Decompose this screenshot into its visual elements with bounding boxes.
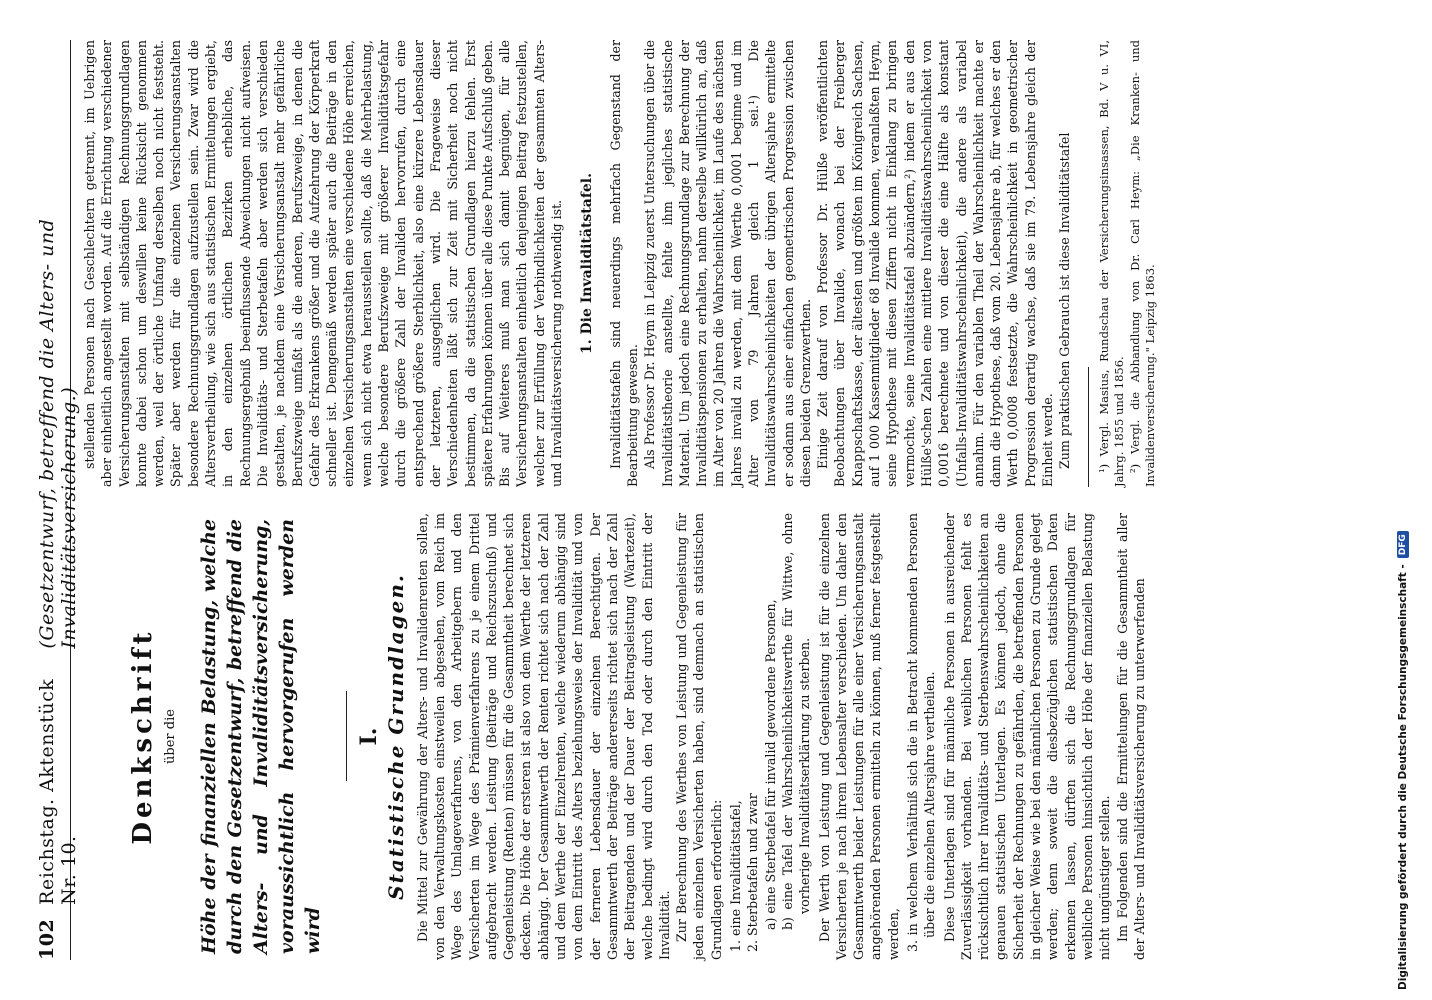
list [727, 513, 813, 960]
list [904, 513, 939, 960]
list-subitem: b) eine Tafel der Wahrscheinlichkeitswerthe für Wittwe, ohne vorherige Invaliditätserklärung zu sterben. [779, 513, 813, 930]
footnote: ¹) Vergl. Masius, Rundschau der Versicherungsinsassen, Bd. V u. VI, Jahrg. 1855 und 1856. [1096, 40, 1127, 487]
document-ueber: über die [163, 709, 179, 764]
header-title: (Gesetzentwurf, betreffend die Alters- und Invaliditätsversicherung.) [36, 218, 80, 649]
document-title: Denkschrift [128, 628, 158, 845]
list-subitem: a) eine Sterbetafel für invalid gewordene Personen, [762, 599, 778, 930]
header-left: Reichstag. Aktenstück Nr. 10. [36, 678, 80, 905]
title-rule [346, 692, 348, 782]
footnote-rule [1088, 367, 1089, 487]
list-item: 3. in welchem Verhältniß sich die in Betracht kommenden Personen über die einzelnen Altersjahre vertheilen. [905, 513, 938, 952]
document-subtitle: Höhe der finanziellen Belastung, welche durch den Gesetzentwurf, betreffend die Alters- und Invaliditätsversicherung, voraussichtlich hervorgerufen werden wird [197, 519, 324, 954]
credit-text: Digitalisierung gefördert durch die Deutsche Forschungsgemeinschaft - [1397, 564, 1409, 990]
paragraph: Diese Unterlagen sind für männliche Personen in ausreichender Zuverlässigkeit vorhanden. Bei weiblichen Personen fehlt es rücksichtlich ihrer Invaliditäts- und Sterbenswahrscheinlichkeiten an genauen statistischen Unterlagen. Es können jedoch, ohne die Sicherheit der Rechnungen zu gefährden, die betreffenden Personen in gleicher Weise wie bei den männlichen Personen zu Grunde gelegt werden; denn soweit die diesbezüglichen statistischen Daten erkennen lassen, dürften sich die Rechnungsgrundlagen für weibliche Personen hinsichtlich der Höhe der finanziellen Belastung nicht ungünstiger stellen. [941, 513, 1113, 960]
paragraph: Die Mittel zur Gewährung der Alters- und Invalidenrenten sollen, von den Verwaltungskosten einstweilen abgesehen, vom Reich im Wege des Umlageverfahrens, von den Arbeitgebern und den Versicherten im Wege des Prämienverfahrens zu je einem Drittel aufgebracht werden. Leistung (Beiträge und Reichszuschuß) und Gegenleistung (Renten) müssen für die Gesammtheit berechnet sich decken. Die Höhe der ersteren ist also von dem Werthe der letzteren abhängig. Der Gesammtwerth der Renten richtet sich nach der Zahl und dem Werthe der Einzelrenten, welche wiederum abhängig sind von dem Eintritt des Alters beziehungsweise der Invalidität und von der ferneren Lebensdauer der einzelnen Berechtigten. Der Gesammtwerth der Beiträge andererseits richtet sich nach der Zahl der Beitragenden und der Dauer der Beitragsleistung (Wartezeit), welche bedingt wird durch den Tod oder durch den Eintritt der Invalidität. [414, 513, 672, 960]
paragraph: Als Professor Dr. Heym in Leipzig zuerst Untersuchungen über die Invaliditätstheorie anstellte, fehlte ihm jegliches statistische Material. Um jedoch eine Rechnungsgrundlage zur Berechnung der Invaliditätspensionen zu erhalten, nahm derselbe willkürlich an, daß im Alter von 20 Jahren die Wahrscheinlichkeit, im Laufe des nächsten Jahres invalid zu werden, mit dem Werthe 0,0001 beginne und im Alter von 79 Jahren gleich 1 sei.¹) Die Invaliditätswahrscheinlichkeiten der übrigen Altersjahre ermittelte er sodann aus einer einfachen geometrischen Progression zwischen diesen beiden Grenzwerthen. [642, 40, 813, 487]
section-title: Statistische Grundlagen. [384, 573, 409, 900]
footnote: ²) Vergl. die Abhandlung von Dr. Carl Heym: „Die Kranken- und Invalidenversicherung." Leipzig 1863. [1127, 40, 1158, 487]
column-left [81, 513, 1159, 960]
page-header [36, 40, 80, 960]
paragraph: stellenden Personen nach Geschlechtern getrennt, im Uebrigen aber einheitlich angestellt worden. Auf die Errichtung verschiedener Versicherungsanstalten mit selbständigen Rechnungsgrundlagen konnte dabei schon um deswillen keine Rücksicht genommen werden, weil der örtliche Umfang derselben noch nicht feststeht. Später aber werden für die einzelnen Versicherungsanstalten besondere Rechnungsgrundlagen aufzustellen sein. Zwar wird die Altersvertheilung, wie sich aus statistischen Ermittelungen ergiebt, in den einzelnen örtlichen Bezirken erhebliche, das Rechnungsergebniß beeinflussende Abweichungen nicht aufweisen. Die Invaliditäts- und Sterbetafeln aber werden sich verschieden gestalten, je nachdem eine Versicherungsanstalt mehr gefährliche Berufszweige umfaßt als die anderen, Berufszweige, in denen die Gefahr des Erkrankens größer und die Aufzehrung der Körperkraft schneller ist. Demgemäß werden später auch die Beiträge in den einzelnen Versicherungsanstalten eine verschiedene Höhe erreichen, wenn sich nicht etwa herausstellen sollte, daß die Mehrbelastung, welche besondere Berufszweige mit größerer Invaliditätsgefahr durch die größere Zahl der Invaliden hervorrufen, durch eine entsprechend größere Sterblichkeit, also eine kürzere Lebensdauer der letzteren, ausgeglichen wird. Die Frageweise dieser Verschiedenheiten läßt sich zur Zeit mit Sicherheit noch nicht bestimmen, da die statistischen Grundlagen hierzu fehlen. Erst spätere Erfahrungen können über alle diese Punkte Aufschluß geben. Bis auf Weiteres muß man sich damit begnügen, für alle Versicherungsanstalten einheitlich denjenigen Beitrag festzustellen, welcher zur Erfüllung der Verbindlichkeiten der gesammten Alters- und Invaliditätsversicherung nothwendig ist. [82, 40, 565, 487]
list-item: 1. eine Invaliditätstafel, [728, 800, 744, 952]
digitization-credit [1397, 0, 1432, 1000]
paragraph: Im Folgenden sind die Ermittelungen für die Gesammtheit aller der Alters- und Invaliditätsversicherung zu unterwerfenden [1114, 513, 1147, 960]
list-item: 2. Sterbetafeln und zwar [745, 793, 761, 952]
paragraph: Zur Berechnung des Werthes von Leistung und Gegenleistung für jeden einzelnen Versicherten haben, sind demnach an statistischen Grundlagen erforderlich: [674, 513, 724, 960]
page-number: 102 [36, 918, 58, 960]
paragraph: Zum praktischen Gebrauch ist diese Invaliditätstafel [1057, 132, 1073, 469]
paragraph: Invaliditätstafeln sind neuerdings mehrfach Gegenstand der Bearbeitung gewesen. [607, 40, 640, 487]
paragraph: Einige Zeit darauf von Professor Dr. Hülße veröffentlichten Beobachtungen über Invalide, wonach bei der Freiberger Knappschaftskasse, der ältesten und größten im Königreich Sachsen, auf 1 000 Kassenmitglieder 68 Invalide kommen, veranlaßten Heym, seine Hypothese mit diesen Ziffern nicht in Einklang zu bringen vermochte, seine Invaliditätstafel abzuändern,²) indem er aus den Hülße'schen Zahlen eine mittlere Invaliditätswahrscheinlichkeit von 0,0016 berechnete und von dieser die eine Hälfte als konstant (Unfalls-Invaliditätswahrscheinlichkeit), die andere als variabel annahm. Für den variablen Theil der Wahrscheinlichkeit machte er dann die Hypothese, daß vom 20. Lebensjahre ab, für welches er den Werth 0,0008 festsetzte, die Wahrscheinlichkeit in geometrischer Progression derartig wachse, daß sie im 79. Lebensjahre gleich der Einheit werde. [815, 40, 1056, 487]
subsection-title: 1. Die Invaliditätstafel. [579, 173, 596, 354]
dfg-logo: DFG [1397, 531, 1409, 558]
column-right [81, 40, 1159, 487]
section-number: I. [356, 727, 383, 746]
paragraph: Der Werth von Leistung und Gegenleistung ist für die einzelnen Versicherten je nach ihrem Lebensalter verschieden. Um daher den Gesammtwerth beider Leistungen für alle einer Versicherungsanstalt angehörenden Personen ermitteln zu können, muß ferner festgestellt werden, [816, 513, 901, 960]
